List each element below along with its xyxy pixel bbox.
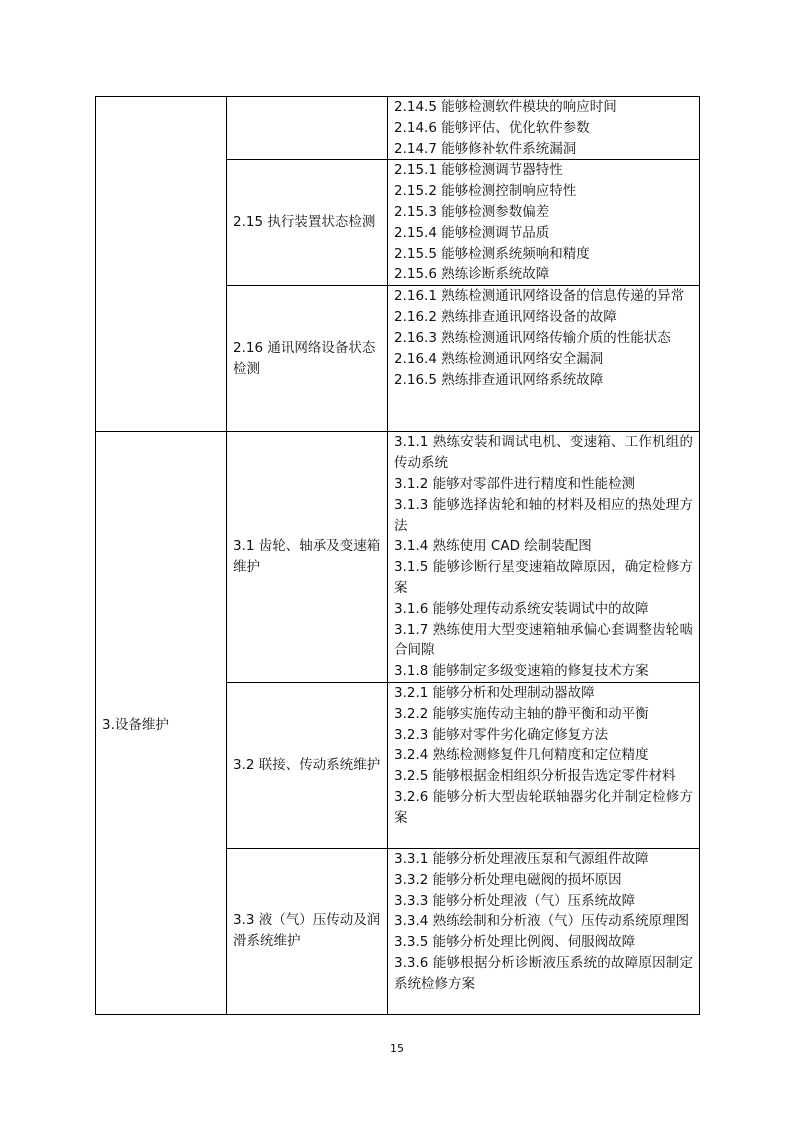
subcategory-cell: 3.1 齿轮、轴承及变速箱维护	[227, 432, 388, 683]
skill-item: 2.16.3 熟练检测通讯网络传输介质的性能状态	[394, 329, 671, 346]
skill-item: 2.15.1 能够检测调节器特性	[394, 162, 563, 179]
skill-item: 2.14.5 能够检测软件模块的响应时间	[394, 99, 617, 115]
category-cell	[96, 97, 227, 432]
skills-cell	[388, 432, 700, 683]
skill-item: 2.15.6 熟练诊断系统故障	[394, 266, 550, 283]
skill-item: 3.3.2 能够分析处理电磁阀的损坏原因	[394, 871, 622, 888]
skill-item: 3.3.4 熟练绘制和分析液（气）压传动系统原理图	[394, 913, 690, 930]
skill-item: 2.15.5 能够检测系统频响和精度	[394, 245, 590, 262]
skills-cell	[388, 286, 700, 432]
skills-cell	[388, 848, 700, 1014]
skill-item: 2.14.6 能够评估、优化软件参数	[394, 119, 590, 136]
skill-item: 3.3.1 能够分析处理液压泵和气源组件故障	[394, 850, 649, 867]
skill-item: 2.16.4 熟练检测通讯网络安全漏洞	[394, 350, 604, 367]
skill-item: 2.16.1 熟练检测通讯网络设备的信息传递的异常	[394, 288, 685, 305]
skill-item: 3.1.2 能够对零部件进行精度和性能检测	[394, 475, 636, 492]
subcategory-cell: 2.15 执行装置状态检测	[227, 160, 388, 286]
subcategory-cell: 3.2 联接、传动系统维护	[227, 682, 388, 848]
skill-item: 3.1.3 能够选择齿轮和轴的材料及相应的热处理方法	[394, 496, 693, 534]
skill-item: 3.1.4 熟练使用 CAD 绘制装配图	[394, 538, 592, 555]
subcategory-cell: 3.3 液（气）压传动及润滑系统维护	[227, 848, 388, 1014]
skill-item: 3.2.1 能够分析和处理制动器故障	[394, 684, 595, 701]
skill-item: 3.1.7 熟练使用大型变速箱轴承偏心套调整齿轮啮合间隙	[394, 621, 693, 659]
skill-item: 3.3.5 能够分析处理比例阀、伺服阀故障	[394, 934, 636, 951]
skills-table	[95, 96, 700, 1015]
skill-item: 2.16.5 熟练排查通讯网络系统故障	[394, 371, 604, 388]
skills-cell	[388, 160, 700, 286]
skill-item: 2.15.2 能够检测控制响应特性	[394, 183, 577, 200]
skill-item: 3.2.4 熟练检测修复件几何精度和定位精度	[394, 747, 649, 764]
skill-item: 2.15.4 能够检测调节品质	[394, 224, 550, 241]
subcategory-cell	[227, 97, 388, 160]
skill-item: 2.14.7 能够修补软件系统漏洞	[394, 140, 577, 157]
skill-item: 3.2.6 能够分析大型齿轮联轴器劣化并制定检修方案	[394, 788, 693, 826]
skill-item: 3.2.2 能够实施传动主轴的静平衡和动平衡	[394, 705, 649, 722]
skills-cell	[388, 97, 700, 160]
table-row	[96, 97, 700, 160]
skill-item: 3.3.3 能够分析处理液（气）压系统故障	[394, 892, 636, 909]
skill-item: 3.1.5 能够诊断行星变速箱故障原因，确定检修方案	[394, 559, 693, 596]
skill-item: 2.16.2 熟练排查通讯网络设备的故障	[394, 309, 617, 326]
skill-item: 3.3.6 能够根据分析诊断液压系统的故障原因制定系统检修方案	[394, 954, 693, 992]
skill-item: 3.1.6 能够处理传动系统安装调试中的故障	[394, 600, 649, 617]
skills-cell	[388, 682, 700, 848]
skill-item: 3.2.3 能够对零件劣化确定修复方法	[394, 726, 609, 743]
skill-item: 3.1.8 能够制定多级变速箱的修复技术方案	[394, 663, 649, 680]
table-row	[96, 432, 700, 683]
category-cell: 3.设备维护	[96, 432, 227, 1015]
skill-item: 2.15.3 能够检测参数偏差	[394, 203, 550, 220]
subcategory-cell: 2.16 通讯网络设备状态检测	[227, 286, 388, 432]
skill-item: 3.1.1 熟练安装和调试电机、变速箱、工作机组的传动系统	[394, 434, 693, 472]
page-number: 15	[390, 1042, 404, 1055]
skill-item: 3.2.5 能够根据金相组织分析报告选定零件材料	[394, 768, 676, 785]
